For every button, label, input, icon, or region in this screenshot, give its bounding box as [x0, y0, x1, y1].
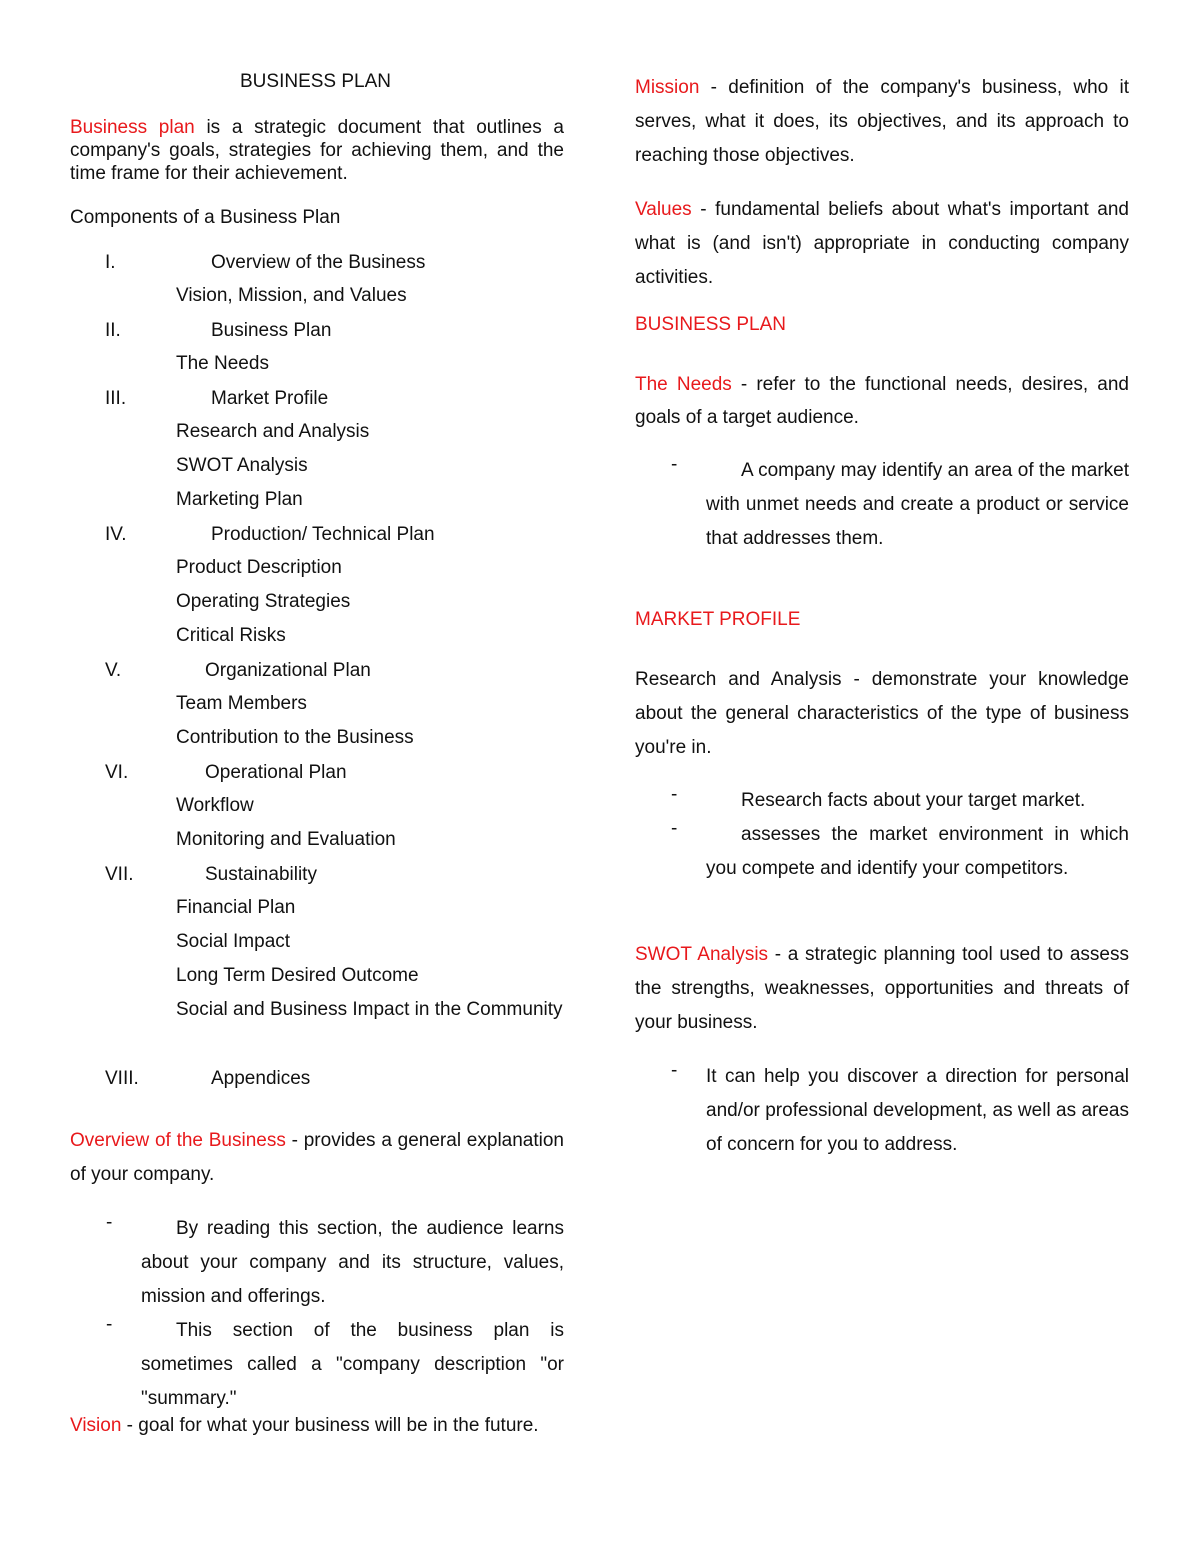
- outline-section-title: Sustainability: [205, 864, 317, 885]
- swot-paragraph: [635, 938, 1129, 1040]
- needs-bullet-1: A company may identify an area of the market with unmet needs and create a product or service that addresses them.: [706, 460, 1129, 549]
- outline-subitem: Critical Risks: [176, 625, 286, 646]
- outline-subitem: Marketing Plan: [176, 489, 303, 510]
- overview-bullet-2: This section of the business plan is sometimes called a "company description "or "summary.": [141, 1320, 564, 1409]
- outline-section-title: Market Profile: [211, 388, 329, 409]
- outline-number: IV.: [105, 524, 127, 545]
- bullet-dash: -: [106, 1314, 113, 1335]
- research-bullet-2: assesses the market environment in which you compete and identify your competitors.: [706, 824, 1129, 879]
- vision-term: Vision: [70, 1415, 122, 1436]
- outline-number: VIII.: [105, 1068, 139, 1089]
- components-heading: Components of a Business Plan: [70, 207, 341, 228]
- intro-paragraph: [70, 116, 564, 185]
- swot-bullet-1: It can help you discover a direction for personal and/or professional development, as well as areas of concern for you to address.: [706, 1066, 1129, 1155]
- outline-subitem: Social and Business Impact in the Community: [176, 999, 563, 1020]
- document-title: BUSINESS PLAN: [240, 71, 391, 92]
- mission-text: - definition of the company's business, who it serves, what it does, its objectives, and its approach to reaching those objectives.: [635, 77, 1129, 166]
- outline-subitem: Social Impact: [176, 931, 291, 952]
- outline-subitem: Operating Strategies: [176, 591, 351, 612]
- outline-subitem: SWOT Analysis: [176, 455, 308, 476]
- swot-text: - a strategic planning tool used to assess the strengths, weaknesses, opportunities and threats of your business.: [635, 944, 1129, 1033]
- outline-subitem: Monitoring and Evaluation: [176, 829, 396, 850]
- outline-section-title: Operational Plan: [205, 762, 347, 783]
- outline-subitem: The Needs: [176, 353, 269, 374]
- outline-number: V.: [105, 660, 122, 681]
- needs-paragraph: [635, 368, 1129, 434]
- business-plan-heading: BUSINESS PLAN: [635, 314, 786, 335]
- outline-number: II.: [105, 320, 121, 341]
- overview-term: Overview of the Business: [70, 1130, 286, 1151]
- vision-text: - goal for what your business will be in the future.: [121, 1415, 539, 1436]
- outline-section-title: Organizational Plan: [205, 660, 371, 681]
- mission-term: Mission: [635, 77, 700, 98]
- outline-subitem: Workflow: [176, 795, 254, 816]
- intro-text: is a strategic document that outlines a company's goals, strategies for achieving them, and the time frame for their achievement.: [70, 117, 565, 184]
- outline-subitem: Research and Analysis: [176, 421, 370, 442]
- values-paragraph: [635, 193, 1129, 295]
- outline-number: VII.: [105, 864, 134, 885]
- mission-paragraph: [635, 71, 1129, 173]
- outline-subitem: Product Description: [176, 557, 342, 578]
- bullet-dash: -: [671, 454, 678, 475]
- outline-section-title: Production/ Technical Plan: [211, 524, 435, 545]
- outline-number: III.: [105, 388, 127, 409]
- research-bullet-1: Research facts about your target market.: [741, 790, 1086, 811]
- outline-section-title: Business Plan: [211, 320, 332, 341]
- outline-number: I.: [105, 252, 116, 273]
- bullet-dash: -: [106, 1212, 113, 1233]
- overview-text: - provides a general explanation of your company.: [70, 1130, 564, 1185]
- outline-subitem: Team Members: [176, 693, 307, 714]
- market-profile-heading: MARKET PROFILE: [635, 609, 801, 630]
- overview-paragraph: [70, 1124, 564, 1192]
- values-text: - fundamental beliefs about what's important and what is (and isn't) appropriate in conducting company activities.: [635, 199, 1129, 288]
- needs-text: - refer to the functional needs, desires, and goals of a target audience.: [635, 374, 1129, 428]
- outline-subitem: Contribution to the Business: [176, 727, 414, 748]
- outline-subitem: Financial Plan: [176, 897, 296, 918]
- values-term: Values: [635, 199, 692, 220]
- outline-subitem: Vision, Mission, and Values: [176, 285, 407, 306]
- intro-term: Business plan: [70, 117, 195, 138]
- bullet-dash: -: [671, 784, 678, 805]
- bullet-dash: -: [671, 1060, 678, 1081]
- research-paragraph: Research and Analysis - demonstrate your knowledge about the general characteristics of the type of business you're in.: [635, 669, 1129, 758]
- outline-section-title: Appendices: [211, 1068, 311, 1089]
- outline-subitem: Long Term Desired Outcome: [176, 965, 419, 986]
- outline-number: VI.: [105, 762, 129, 783]
- bullet-dash: -: [671, 818, 678, 839]
- overview-bullet-1: By reading this section, the audience learns about your company and its structure, values, mission and offerings.: [141, 1218, 564, 1307]
- vision-paragraph: [70, 1415, 539, 1437]
- swot-term: SWOT Analysis: [635, 944, 769, 965]
- needs-term: The Needs: [635, 374, 732, 395]
- outline-section-title: Overview of the Business: [211, 252, 426, 273]
